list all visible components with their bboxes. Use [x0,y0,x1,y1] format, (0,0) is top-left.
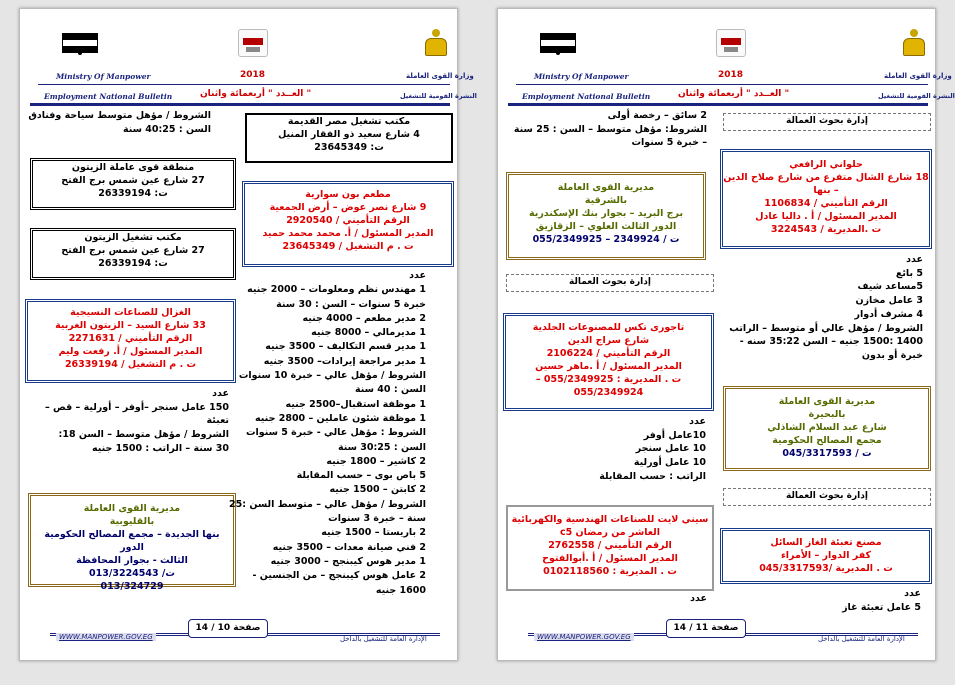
jobs-halawany: عدد 5 بائع 5مساعد شيف 3 عامل مخازن 4 مشرف أدوار الشروط / مؤهل عالي أو متوسط – الراتب 1400 :1500 جنيه – السن 35:22 سنه - خبرة أو بدون [729,254,923,361]
bulletin-en: Employment National Bulletin [522,92,651,101]
sharqia-box: مديرية القوى العاملة بالشرقية برج البريد – بجوار بنك الإسكندرية الدور الثالث العلوي – الزقازيق ت / 2349924 – 055/2349925 [506,172,706,260]
halawany-box: حلواني الرافعي 18 شارع الشال متفرع من شارع صلاح الدين – بنها الرقم التأميني / 1106834 المدير المسئول / أ . داليا عادل ت .المديرية / 3224543 [720,149,932,249]
research-label: إدارة بحوث العمالة [723,113,931,131]
jobs-right: عدد 1 مهندس نظم ومعلومات – 2000 جنيه خبرة 5 سنوات – السن : 30 سنة 2 مدير مطعم – 4000 جنيه 1 مديرمالي – 8000 جنيه 1 مدير قسم التكاليف – 3500 جنيه 1 مدير مراجعة إيرادات– 3500 جنيه الشروط / مؤهل عالي – خبرة 10 سنوات السن : 40 سنة 1 موظفة استقبال–2500 جنيه 1 موظفة شئون عاملين – 2800 جنيه الشروط : مؤهل عالي - خبرة 5 سنوات السن : 30:25 سنة 2 كاشير – 1800 جنيه 5 باص بوى – حسب المقابلة 2 كابتن – 1500 جنيه الشروط / مؤهل عالي – متوسط السن :25 سنة – خبرة 3 سنوات 2 باريستا – 1500 جنيه 2 فني صيانة معدات – 3500 جنيه 1 مدير هوس كيبنجج – 3000 جنيه 2 عامل هوس كيبنجج – من الجنسين - 1600 جنيه [229,270,426,596]
bulletin-logo-icon [716,29,746,57]
jobs-tagoury: عدد 10عامل أوفر 10 عامل سنجر 10 عامل أورلية الراتب : حسب المقابلة [599,416,706,482]
bulletin-ar: النشرة القومية للتشغيل [400,92,477,100]
office-old-cairo: مكتب تشغيل مصر القديمة 4 شارع سعيد ذو الفقار المنيل ت: 23645349 [245,113,453,163]
restaurant-box: مطعم بون سوارية 9 شارع نصر عوض – أرض الجمعية الرقم التأميني / 2920540 المدير المسئول / أ. محمد محمد حميد ت . م التشغيل / 23645349 [242,181,454,267]
footer-dept: الإدارة العامة للتشغيل بالداخل [340,635,427,643]
eagle-emblem-icon [424,29,448,59]
bulletin-page-11 [497,8,955,661]
egypt-flag-icon [540,33,576,53]
zaytoun-region: منطقة قوى عاملة الزيتون 27 شارع عين شمس برج الفتح ت: 26339194 [30,158,236,210]
bulletin-en: Employment National Bulletin [44,92,173,101]
textile-box: الغزال للصناعات النسيجية 33 شارع السيد – الزيتون الغربية الرقم التأميني / 2271631 المدير المسئول / أ. رفعت وليم ت . م التشغيل / 26339194 [25,299,236,383]
ministry-en: Ministry Of Manpower [56,72,151,81]
issue-number: العــدد " أربعمائة واثنان " [678,89,790,99]
ministry-ar: وزارة القوى العاملة [884,72,952,80]
jobs-gas: عدد 5 عامل تعبئة غاز [842,588,921,613]
bulletin-logo-icon [238,29,268,57]
ministry-ar: وزارة القوى العاملة [406,72,474,80]
page-number: صفحة 11 / 14 [666,619,746,638]
issue-number: العــدد " أربعمائة واثنان " [200,89,312,99]
bulletin-ar: النشرة القومية للتشغيل [878,92,955,100]
page-footer [20,615,457,651]
beheira-box: مديرية القوى العاملة بالبحيرة شارع عبد السلام الشاذلي مجمع المصالح الحكومية ت / 045/3317593 [723,386,931,471]
year: 2018 [240,70,266,80]
bulletin-page-10 [19,8,477,661]
research-label: إدارة بحوث العمالة [723,488,931,506]
egypt-flag-icon [62,33,98,53]
website-link[interactable]: WWW.MANPOWER.GOV.EG [56,633,156,641]
footer-dept: الإدارة العامة للتشغيل بالداخل [818,635,905,643]
zaytoun-office: مكتب تشغيل الزيتون 27 شارع عين شمس برج الفتح ت: 26339194 [30,228,236,280]
eagle-emblem-icon [902,29,926,59]
jobs-sinai: عدد [690,593,707,604]
year: 2018 [718,70,744,80]
sinai-box: سيني لايت للصناعات الهندسية والكهربائية العاشر من رمضان c5 الرقم التأميني / 2762558 المدير المسئول / أ .أبوالفتوح ت . المديرية : 0102118560 [506,505,714,591]
website-link[interactable]: WWW.MANPOWER.GOV.EG [534,633,634,641]
page-footer [498,615,935,651]
page-header [20,9,477,104]
jobs-left: عدد 150 عامل سنجر –أوفر – أورلية – قص – تعبئة الشروط / مؤهل متوسط – السن 18: 30 سنة – الراتب : 1500 جنيه [44,388,229,454]
qalyubia-box: مديرية القوى العاملة بالقليوبية بنها الجديدة – مجمع المصالح الحكومية الدور الثالث - بجوار المحافظة ت/ 013/3224543 013/324729 [28,493,236,587]
research-label: إدارة بحوث العمالة [506,274,714,292]
page-number: صفحة 10 / 14 [188,619,268,638]
ministry-en: Ministry Of Manpower [534,72,629,81]
driver-job: 2 سائق – رخصة أولى الشروط: مؤهل متوسط – السن : 25 سنة – خبرة 5 سنوات [513,110,707,149]
top-conditions: الشروط / مؤهل متوسط سياحة وفنادق السن : 40:25 سنة [28,110,211,135]
gas-box: مصنع تعبئة الغاز السائل كفر الدوار – الأمراء ت . المديرية /045/3317593 [720,528,932,584]
tagoury-box: تاجورى تكس للمصنوعات الجلدية شارع سراج الدين الرقم التأميني / 2106224 المدير المسئول / أ .ماهر حسين ت . المديرية : 055/2349925 – 055/2349924 [503,313,714,411]
page-header [498,9,955,104]
